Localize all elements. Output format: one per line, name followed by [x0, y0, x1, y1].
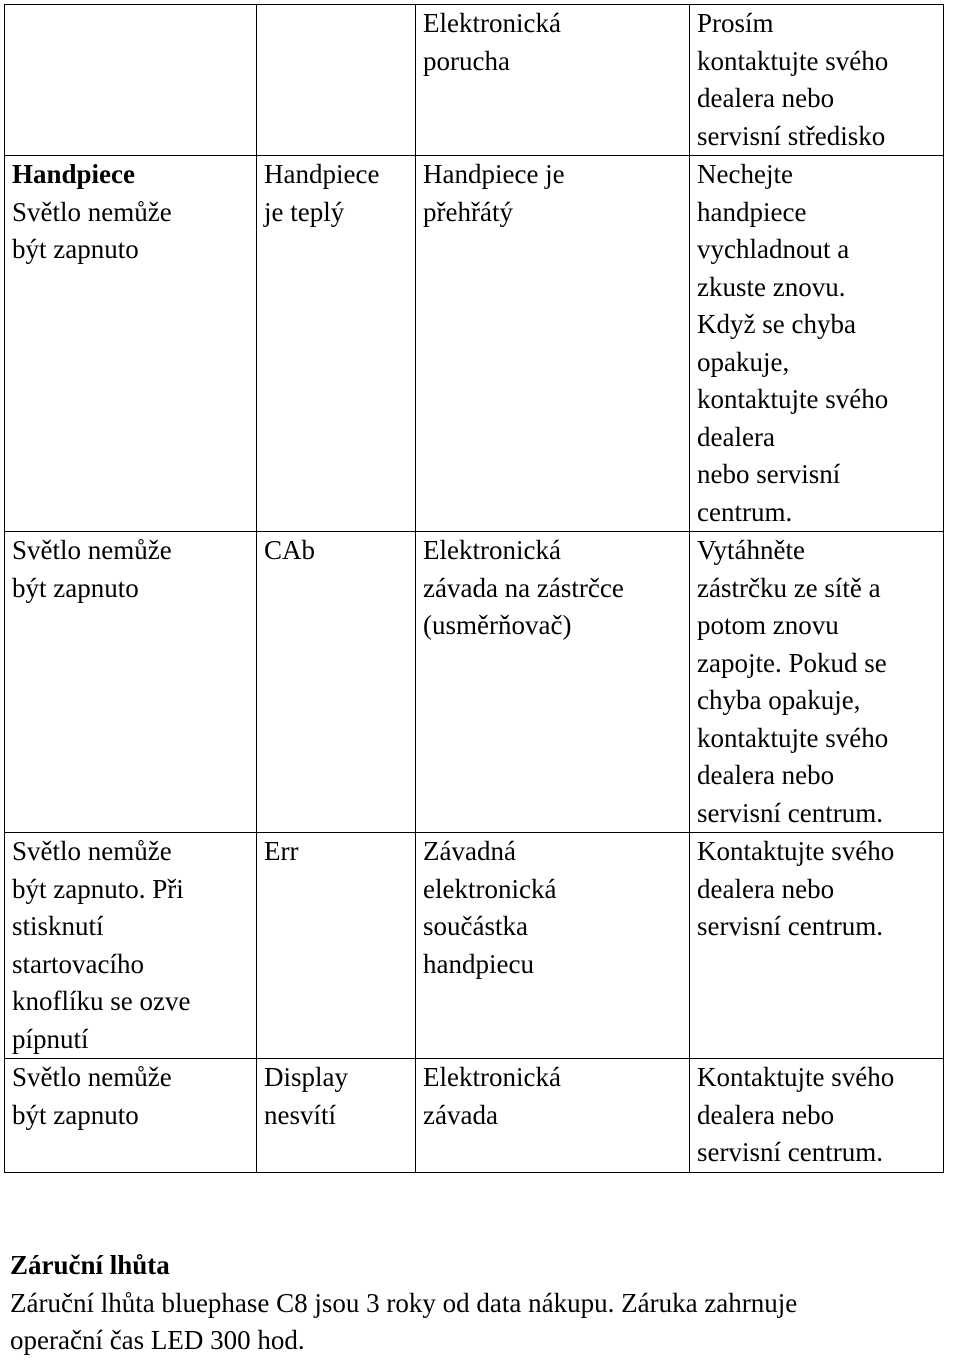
troubleshooting-table — [4, 4, 944, 1173]
table-row — [5, 833, 944, 1059]
symptom-text: Světlo nemůže být zapnuto — [12, 535, 172, 603]
solution-cell — [690, 1059, 944, 1173]
cause-cell — [416, 1059, 690, 1173]
symptom-text: Světlo nemůže být zapnuto — [12, 196, 172, 264]
solution-cell — [690, 532, 944, 833]
cause-text: Handpiece je přehřátý — [423, 159, 565, 227]
table-row — [5, 532, 944, 833]
symptom-cell — [5, 532, 257, 833]
cause-cell — [416, 5, 690, 156]
warranty-body: Záruční lhůta bluephase C8 jsou 3 roky od data nákupu. Záruka zahrnuje operační čas LED 300 hod. — [10, 1287, 798, 1355]
cause-text: Závadná elektronická součástka handpiecu — [423, 836, 557, 979]
solution-cell — [690, 156, 944, 532]
symptom-cell — [5, 5, 257, 156]
symptom-text: Světlo nemůže být zapnuto — [12, 1062, 172, 1130]
display-text: Handpiece je teplý — [264, 159, 380, 227]
display-cell — [257, 5, 416, 156]
display-text: CAb — [264, 535, 316, 565]
display-text: Display nesvítí — [264, 1062, 348, 1130]
display-cell — [257, 532, 416, 833]
solution-text: Nechejte handpiece vychladnout a zkuste znovu. Když se chyba opakuje, kontaktujte svého dealera nebo servisní centrum. — [697, 159, 889, 527]
warranty-heading: Záruční lhůta — [10, 1250, 170, 1280]
cause-text: Elektronická závada — [423, 1062, 561, 1130]
solution-text: Vytáhněte zástrčku ze sítě a potom znovu zapojte. Pokud se chyba opakuje, kontaktujte svého dealera nebo servisní centrum. — [697, 535, 889, 828]
display-cell — [257, 156, 416, 532]
display-cell — [257, 1059, 416, 1173]
solution-text: Prosím kontaktujte svého dealera nebo servisní středisko — [697, 8, 889, 151]
table-row — [5, 5, 944, 156]
table-row — [5, 156, 944, 532]
solution-text: Kontaktujte svého dealera nebo servisní centrum. — [697, 1062, 895, 1167]
cause-cell — [416, 833, 690, 1059]
cause-cell — [416, 532, 690, 833]
symptom-cell — [5, 833, 257, 1059]
symptom-text: Světlo nemůže být zapnuto. Při stisknutí startovacího knoflíku se ozve pípnutí — [12, 836, 191, 1054]
solution-cell — [690, 833, 944, 1059]
symptom-cell — [5, 156, 257, 532]
solution-cell — [690, 5, 944, 156]
solution-text: Kontaktujte svého dealera nebo servisní centrum. — [697, 836, 895, 941]
cause-text: Elektronická porucha — [423, 8, 561, 76]
warranty-section — [10, 1247, 960, 1360]
symptom-title: Handpiece — [12, 159, 136, 189]
cause-text: Elektronická závada na zástrčce (usměrňovač) — [423, 535, 624, 640]
symptom-cell — [5, 1059, 257, 1173]
display-cell — [257, 833, 416, 1059]
display-text: Err — [264, 836, 299, 866]
table-row — [5, 1059, 944, 1173]
cause-cell — [416, 156, 690, 532]
